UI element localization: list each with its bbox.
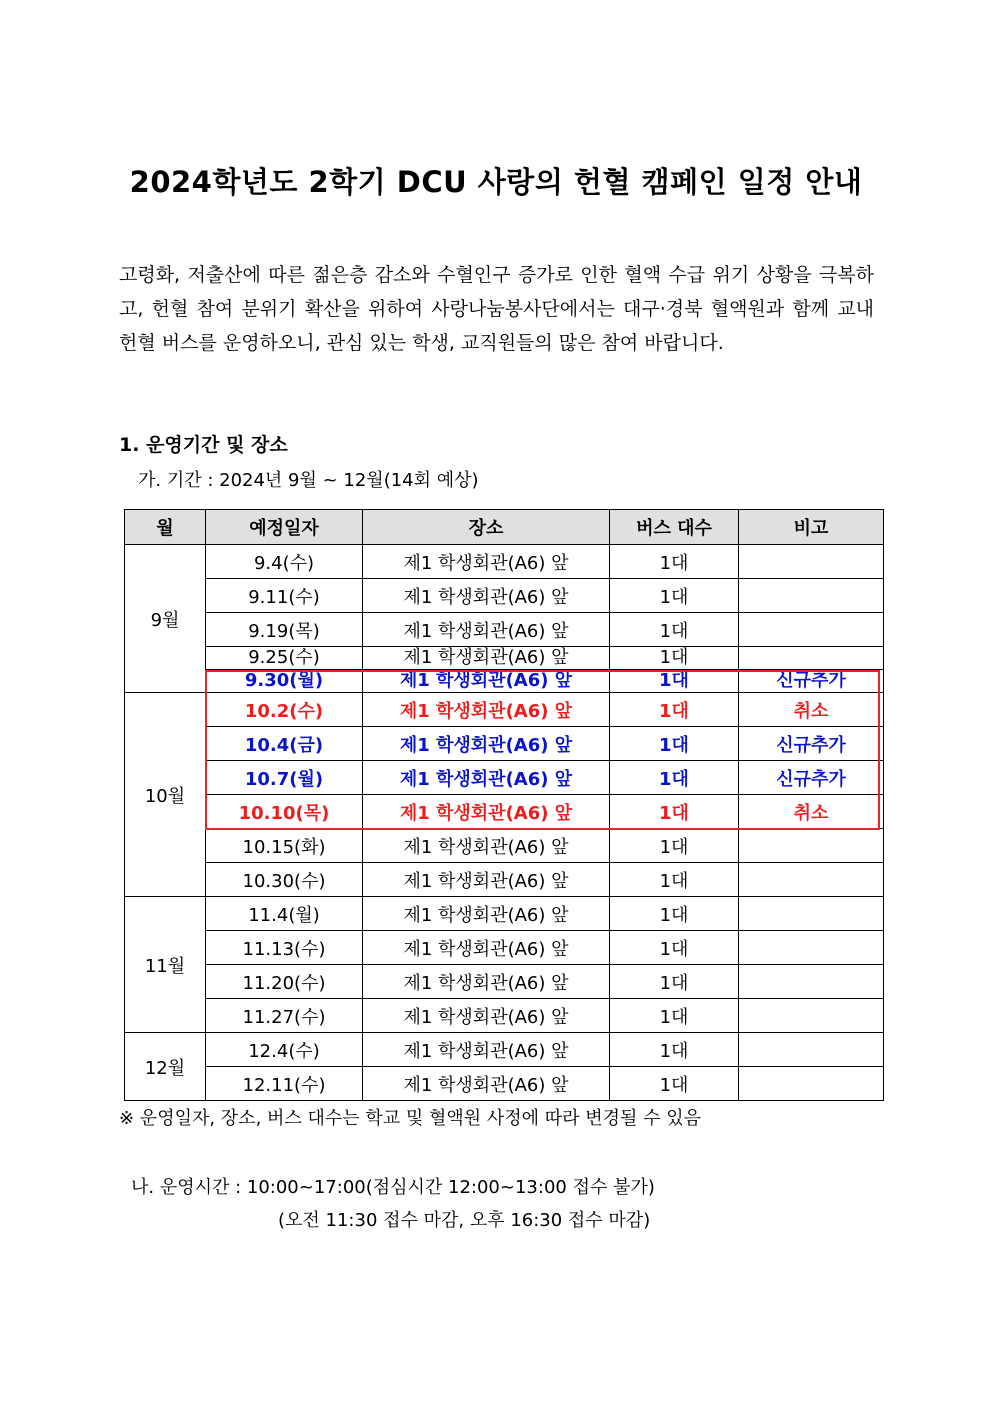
bus-cell: 1대 — [610, 761, 739, 795]
note-cell — [739, 863, 884, 897]
place-cell: 제1 학생회관(A6) 앞 — [363, 931, 610, 965]
date-cell: 11.4(월) — [206, 897, 363, 931]
place-cell: 제1 학생회관(A6) 앞 — [363, 727, 610, 761]
place-cell: 제1 학생회관(A6) 앞 — [363, 545, 610, 579]
date-cell: 10.4(금) — [206, 727, 363, 761]
table-row — [125, 795, 884, 829]
table-row — [125, 670, 884, 693]
table-row — [125, 829, 884, 863]
note-cell: 취소 — [739, 693, 884, 727]
bus-cell: 1대 — [610, 727, 739, 761]
place-cell: 제1 학생회관(A6) 앞 — [363, 897, 610, 931]
table-row — [125, 1033, 884, 1067]
table-row — [125, 863, 884, 897]
place-cell: 제1 학생회관(A6) 앞 — [363, 613, 610, 647]
date-cell: 10.10(목) — [206, 795, 363, 829]
month-cell: 11월 — [125, 897, 206, 1033]
month-cell: 9월 — [125, 545, 206, 693]
bus-cell: 1대 — [610, 965, 739, 999]
bus-cell: 1대 — [610, 579, 739, 613]
date-cell: 11.13(수) — [206, 931, 363, 965]
header-bus: 버스 대수 — [610, 510, 739, 545]
date-cell: 11.20(수) — [206, 965, 363, 999]
header-month: 월 — [125, 510, 206, 545]
place-cell: 제1 학생회관(A6) 앞 — [363, 670, 610, 693]
place-cell: 제1 학생회관(A6) 앞 — [363, 1033, 610, 1067]
note-cell: 취소 — [739, 795, 884, 829]
note-cell — [739, 647, 884, 670]
table-row — [125, 613, 884, 647]
date-cell: 12.4(수) — [206, 1033, 363, 1067]
note-cell — [739, 829, 884, 863]
date-cell: 9.30(월) — [206, 670, 363, 693]
table-row — [125, 693, 884, 727]
note-cell — [739, 1033, 884, 1067]
table-row — [125, 727, 884, 761]
page-title: 2024학년도 2학기 DCU 사랑의 헌혈 캠페인 일정 안내 — [129, 165, 863, 199]
bus-cell: 1대 — [610, 999, 739, 1033]
place-cell: 제1 학생회관(A6) 앞 — [363, 965, 610, 999]
place-cell: 제1 학생회관(A6) 앞 — [363, 795, 610, 829]
intro-paragraph: 고령화, 저출산에 따른 젊은층 감소와 수혈인구 증가로 인한 혈액 수급 위기 상황을 극복하고, 헌혈 참여 분위기 확산을 위하여 사랑나눔봉사단에서는 대구·경북 혈액원과 함께 교내 헌혈 버스를 운영하오니, 관심 있는 학생, 교직원들의 많은 참여 바랍니다. — [119, 264, 874, 354]
table-row — [125, 545, 884, 579]
header-note: 비고 — [739, 510, 884, 545]
date-cell: 9.25(수) — [206, 647, 363, 670]
note-cell: 신규추가 — [739, 727, 884, 761]
header-place: 장소 — [363, 510, 610, 545]
bus-cell: 1대 — [610, 545, 739, 579]
place-cell: 제1 학생회관(A6) 앞 — [363, 761, 610, 795]
table-row — [125, 647, 884, 670]
month-cell: 10월 — [125, 693, 206, 897]
table-row — [125, 761, 884, 795]
note-cell — [739, 931, 884, 965]
date-cell: 12.11(수) — [206, 1067, 363, 1101]
note-cell — [739, 1067, 884, 1101]
month-cell: 12월 — [125, 1033, 206, 1101]
bus-cell: 1대 — [610, 795, 739, 829]
date-cell: 10.15(화) — [206, 829, 363, 863]
bus-cell: 1대 — [610, 1033, 739, 1067]
note-cell — [739, 897, 884, 931]
bus-cell: 1대 — [610, 693, 739, 727]
bus-cell: 1대 — [610, 670, 739, 693]
note-cell — [739, 999, 884, 1033]
note-cell: 신규추가 — [739, 761, 884, 795]
table-row — [125, 965, 884, 999]
table-row — [125, 1067, 884, 1101]
bus-cell: 1대 — [610, 1067, 739, 1101]
note-cell: 신규추가 — [739, 670, 884, 693]
place-cell: 제1 학생회관(A6) 앞 — [363, 579, 610, 613]
date-cell: 9.4(수) — [206, 545, 363, 579]
header-date: 예정일자 — [206, 510, 363, 545]
period-text: 가. 기간 : 2024년 9월 ~ 12월(14회 예상) — [138, 470, 479, 491]
place-cell: 제1 학생회관(A6) 앞 — [363, 999, 610, 1033]
table-row — [125, 999, 884, 1033]
operating-hours: 나. 운영시간 : 10:00~17:00(점심시간 12:00~13:00 접수 불가) — [131, 1177, 655, 1198]
date-cell: 10.7(월) — [206, 761, 363, 795]
table-row — [125, 897, 884, 931]
place-cell: 제1 학생회관(A6) 앞 — [363, 693, 610, 727]
date-cell: 11.27(수) — [206, 999, 363, 1033]
notice-text: ※ 운영일자, 장소, 버스 대수는 학교 및 혈액원 사정에 따라 변경될 수 있음 — [119, 1108, 702, 1129]
schedule-table — [124, 509, 884, 1101]
place-cell: 제1 학생회관(A6) 앞 — [363, 1067, 610, 1101]
date-cell: 10.30(수) — [206, 863, 363, 897]
bus-cell: 1대 — [610, 829, 739, 863]
table-row — [125, 579, 884, 613]
date-cell: 9.11(수) — [206, 579, 363, 613]
date-cell: 10.2(수) — [206, 693, 363, 727]
bus-cell: 1대 — [610, 647, 739, 670]
table-row — [125, 931, 884, 965]
place-cell: 제1 학생회관(A6) 앞 — [363, 863, 610, 897]
place-cell: 제1 학생회관(A6) 앞 — [363, 829, 610, 863]
table-header-row — [125, 510, 884, 545]
note-cell — [739, 613, 884, 647]
reception-deadline: (오전 11:30 접수 마감, 오후 16:30 접수 마감) — [278, 1210, 651, 1231]
date-cell: 9.19(목) — [206, 613, 363, 647]
place-cell: 제1 학생회관(A6) 앞 — [363, 647, 610, 670]
section-heading: 1. 운영기간 및 장소 — [119, 434, 288, 456]
bus-cell: 1대 — [610, 931, 739, 965]
note-cell — [739, 545, 884, 579]
bus-cell: 1대 — [610, 897, 739, 931]
note-cell — [739, 579, 884, 613]
bus-cell: 1대 — [610, 863, 739, 897]
note-cell — [739, 965, 884, 999]
bus-cell: 1대 — [610, 613, 739, 647]
